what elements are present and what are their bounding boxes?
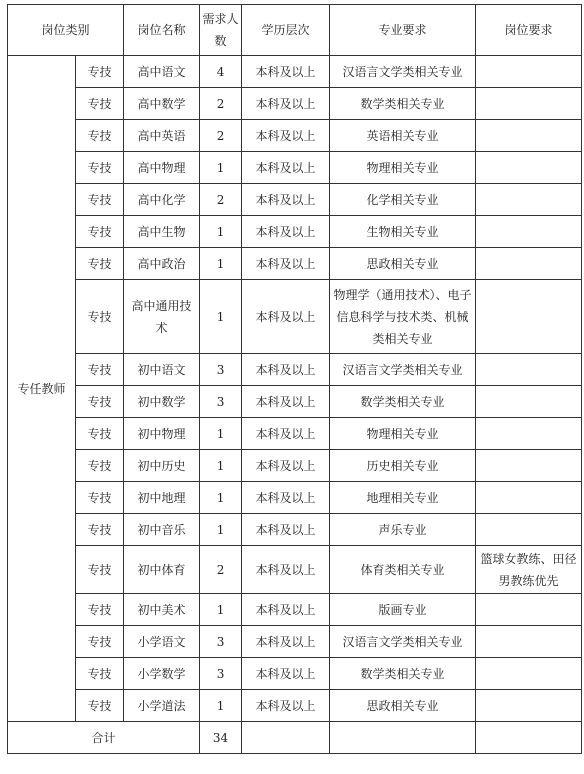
cell-name: 初中语文: [124, 354, 200, 386]
cell-major: [330, 722, 476, 754]
cell-major: 英语相关专业: [330, 120, 476, 152]
cell-type: 专技: [76, 386, 124, 418]
cell-name: 初中地理: [124, 482, 200, 514]
cell-education: 本科及以上: [242, 418, 330, 450]
cell-requirement: [476, 626, 582, 658]
cell-count: 1: [200, 216, 242, 248]
cell-count: 4: [200, 56, 242, 88]
cell-requirement: [476, 354, 582, 386]
cell-name: 高中英语: [124, 120, 200, 152]
header-major: 专业要求: [330, 5, 476, 56]
cell-count: 3: [200, 658, 242, 690]
cell-major: 化学相关专业: [330, 184, 476, 216]
cell-name: 初中美术: [124, 594, 200, 626]
cell-major: 生物相关专业: [330, 216, 476, 248]
cell-name: 初中体育: [124, 546, 200, 594]
cell-type: 专技: [76, 248, 124, 280]
cell-name: 高中政治: [124, 248, 200, 280]
cell-major: 汉语言文学类相关专业: [330, 626, 476, 658]
cell-type: 专技: [76, 594, 124, 626]
cell-education: 本科及以上: [242, 514, 330, 546]
table-row: [8, 120, 582, 152]
cell-name: 小学数学: [124, 658, 200, 690]
cell-education: 本科及以上: [242, 120, 330, 152]
table-row: [8, 546, 582, 594]
cell-education: 本科及以上: [242, 658, 330, 690]
cell-type: 专技: [76, 120, 124, 152]
cell-name: 初中音乐: [124, 514, 200, 546]
cell-requirement: [476, 594, 582, 626]
cell-type: 专技: [76, 418, 124, 450]
cell-major: 物理相关专业: [330, 152, 476, 184]
total-row: [8, 722, 582, 754]
table-row: [8, 418, 582, 450]
cell-type: 专技: [76, 354, 124, 386]
cell-name: 高中生物: [124, 216, 200, 248]
cell-major: 声乐专业: [330, 514, 476, 546]
cell-education: 本科及以上: [242, 594, 330, 626]
cell-name: 高中物理: [124, 152, 200, 184]
cell-major: 思政相关专业: [330, 248, 476, 280]
cell-type: 专技: [76, 546, 124, 594]
cell-requirement: [476, 216, 582, 248]
cell-type: 专技: [76, 152, 124, 184]
cell-count: 3: [200, 354, 242, 386]
table-row: [8, 56, 582, 88]
cell-education: 本科及以上: [242, 280, 330, 354]
cell-major: 数学类相关专业: [330, 386, 476, 418]
cell-type: 专技: [76, 280, 124, 354]
table-row: [8, 658, 582, 690]
cell-education: [242, 722, 330, 754]
table-row: [8, 514, 582, 546]
cell-major: 物理学（通用技术）、电子信息科学与技术类、机械类相关专业: [330, 280, 476, 354]
cell-major: 数学类相关专业: [330, 658, 476, 690]
cell-name: 初中数学: [124, 386, 200, 418]
table-row: [8, 88, 582, 120]
table-row: [8, 690, 582, 722]
cell-name: 小学道法: [124, 690, 200, 722]
cell-education: 本科及以上: [242, 690, 330, 722]
table-row: [8, 184, 582, 216]
cell-requirement: [476, 248, 582, 280]
table-row: [8, 450, 582, 482]
cell-type: 专技: [76, 88, 124, 120]
cell-type: 专技: [76, 658, 124, 690]
cell-count: 1: [200, 482, 242, 514]
cell-education: 本科及以上: [242, 354, 330, 386]
cell-name: 初中物理: [124, 418, 200, 450]
cell-education: 本科及以上: [242, 482, 330, 514]
cell-education: 本科及以上: [242, 88, 330, 120]
table-row: [8, 386, 582, 418]
header-requirement: 岗位要求: [476, 5, 582, 56]
cell-requirement: [476, 184, 582, 216]
cell-education: 本科及以上: [242, 184, 330, 216]
cell-major: 数学类相关专业: [330, 88, 476, 120]
cell-count: 1: [200, 418, 242, 450]
cell-name: 高中语文: [124, 56, 200, 88]
table-row: [8, 594, 582, 626]
header-count: 需求人数: [200, 5, 242, 56]
cell-requirement: [476, 482, 582, 514]
cell-requirement: [476, 418, 582, 450]
header-row: [8, 5, 582, 56]
header-name: 岗位名称: [124, 5, 200, 56]
cell-count: 3: [200, 626, 242, 658]
table-row: [8, 482, 582, 514]
cell-education: 本科及以上: [242, 546, 330, 594]
cell-requirement: [476, 120, 582, 152]
table-row: [8, 626, 582, 658]
cell-education: 本科及以上: [242, 450, 330, 482]
cell-requirement: [476, 88, 582, 120]
cell-requirement: [476, 280, 582, 354]
group-label: 专任教师: [8, 56, 76, 722]
cell-major: 版画专业: [330, 594, 476, 626]
cell-major: 思政相关专业: [330, 690, 476, 722]
cell-type: 专技: [76, 450, 124, 482]
cell-count: 1: [200, 248, 242, 280]
cell-name: 高中化学: [124, 184, 200, 216]
cell-education: 本科及以上: [242, 626, 330, 658]
cell-count: 1: [200, 450, 242, 482]
cell-name: 高中通用技术: [124, 280, 200, 354]
cell-requirement: [476, 690, 582, 722]
table-row: [8, 152, 582, 184]
cell-education: 本科及以上: [242, 248, 330, 280]
table-row: [8, 248, 582, 280]
cell-major: 地理相关专业: [330, 482, 476, 514]
cell-count: 1: [200, 594, 242, 626]
cell-type: 专技: [76, 184, 124, 216]
cell-requirement: [476, 56, 582, 88]
cell-education: 本科及以上: [242, 216, 330, 248]
cell-education: 本科及以上: [242, 386, 330, 418]
cell-requirement: [476, 658, 582, 690]
table-row: [8, 354, 582, 386]
cell-requirement: [476, 152, 582, 184]
table-row: [8, 216, 582, 248]
cell-requirement: [476, 450, 582, 482]
cell-type: 专技: [76, 216, 124, 248]
header-category: 岗位类别: [8, 5, 124, 56]
cell-type: 专技: [76, 514, 124, 546]
cell-count: 2: [200, 546, 242, 594]
cell-education: 本科及以上: [242, 56, 330, 88]
cell-count: 1: [200, 152, 242, 184]
cell-count: 2: [200, 120, 242, 152]
total-count: 34: [200, 722, 242, 754]
cell-name: 高中数学: [124, 88, 200, 120]
total-label: 合计: [8, 722, 200, 754]
cell-major: 体育类相关专业: [330, 546, 476, 594]
cell-major: 汉语言文学类相关专业: [330, 354, 476, 386]
cell-type: 专技: [76, 56, 124, 88]
cell-count: 1: [200, 280, 242, 354]
cell-type: 专技: [76, 690, 124, 722]
cell-requirement: 篮球女教练、田径男教练优先: [476, 546, 582, 594]
cell-type: 专技: [76, 482, 124, 514]
cell-requirement: [476, 722, 582, 754]
cell-education: 本科及以上: [242, 152, 330, 184]
cell-count: 2: [200, 88, 242, 120]
header-education: 学历层次: [242, 5, 330, 56]
cell-count: 1: [200, 690, 242, 722]
cell-major: 历史相关专业: [330, 450, 476, 482]
recruitment-table: [7, 4, 582, 754]
table-row: [8, 280, 582, 354]
cell-type: 专技: [76, 626, 124, 658]
cell-name: 初中历史: [124, 450, 200, 482]
cell-major: 物理相关专业: [330, 418, 476, 450]
cell-major: 汉语言文学类相关专业: [330, 56, 476, 88]
cell-count: 2: [200, 184, 242, 216]
cell-name: 小学语文: [124, 626, 200, 658]
cell-count: 3: [200, 386, 242, 418]
cell-requirement: [476, 386, 582, 418]
cell-requirement: [476, 514, 582, 546]
cell-count: 1: [200, 514, 242, 546]
